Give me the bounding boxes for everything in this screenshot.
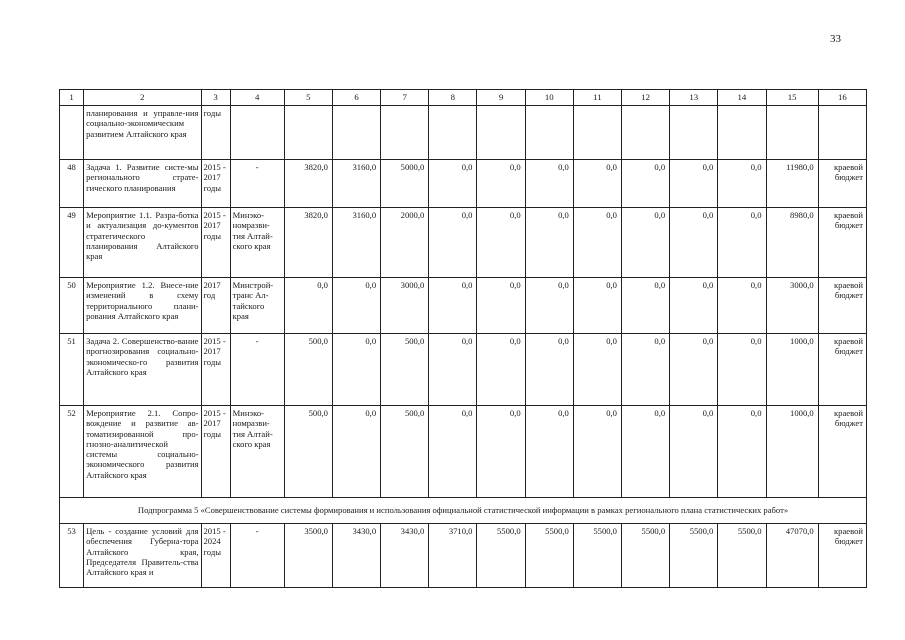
column-number-header: 13 — [670, 90, 718, 106]
value-cell: 500,0 — [284, 406, 332, 498]
value-cell: 0,0 — [670, 334, 718, 406]
value-cell: 500,0 — [284, 334, 332, 406]
total-cell: 47070,0 — [766, 524, 818, 588]
value-cell: 0,0 — [621, 208, 669, 278]
value-cell — [477, 106, 525, 160]
period-cell: 2017 год — [201, 278, 230, 334]
column-number-header: 9 — [477, 90, 525, 106]
value-cell: 0,0 — [573, 160, 621, 208]
funding-source-cell: краевой бюджет — [818, 406, 866, 498]
value-cell: 3430,0 — [381, 524, 429, 588]
value-cell — [525, 106, 573, 160]
value-cell — [381, 106, 429, 160]
value-cell: 0,0 — [284, 278, 332, 334]
period-cell: 2015 - 2017 годы — [201, 208, 230, 278]
value-cell: 0,0 — [477, 278, 525, 334]
total-cell: 1000,0 — [766, 334, 818, 406]
value-cell: 0,0 — [477, 334, 525, 406]
value-cell: 3500,0 — [284, 524, 332, 588]
column-number-header: 14 — [718, 90, 766, 106]
period-cell: годы — [201, 106, 230, 160]
column-number-header: 10 — [525, 90, 573, 106]
value-cell: 0,0 — [573, 334, 621, 406]
value-cell: 0,0 — [332, 406, 380, 498]
row-number-cell: 48 — [60, 160, 84, 208]
value-cell: 5500,0 — [718, 524, 766, 588]
value-cell: 0,0 — [525, 406, 573, 498]
total-cell: 3000,0 — [766, 278, 818, 334]
value-cell: 3710,0 — [429, 524, 477, 588]
value-cell: 0,0 — [477, 160, 525, 208]
period-cell: 2015 - 2017 годы — [201, 160, 230, 208]
executor-cell — [230, 106, 284, 160]
row-number-cell: 49 — [60, 208, 84, 278]
column-number-header: 7 — [381, 90, 429, 106]
table-row — [60, 278, 867, 334]
funding-source-cell — [818, 106, 866, 160]
value-cell: 0,0 — [718, 334, 766, 406]
row-number-cell — [60, 106, 84, 160]
value-cell: 0,0 — [670, 278, 718, 334]
funding-source-cell: краевой бюджет — [818, 278, 866, 334]
value-cell — [718, 106, 766, 160]
value-cell: 0,0 — [718, 160, 766, 208]
value-cell: 500,0 — [381, 334, 429, 406]
row-number-cell: 53 — [60, 524, 84, 588]
value-cell: 0,0 — [525, 334, 573, 406]
activity-name-cell: Задача 2. Совершенство-вание прогнозирования социально-экономическо-го развития Алтайского края — [84, 334, 201, 406]
value-cell — [332, 106, 380, 160]
column-number-header: 5 — [284, 90, 332, 106]
column-number-header: 1 — [60, 90, 84, 106]
period-cell: 2015 - 2017 годы — [201, 334, 230, 406]
column-number-header: 3 — [201, 90, 230, 106]
value-cell: 0,0 — [670, 406, 718, 498]
total-cell: 11980,0 — [766, 160, 818, 208]
row-number-cell: 50 — [60, 278, 84, 334]
value-cell: 2000,0 — [381, 208, 429, 278]
value-cell: 3820,0 — [284, 160, 332, 208]
value-cell: 0,0 — [621, 334, 669, 406]
subprogram-row — [60, 498, 867, 524]
total-cell — [766, 106, 818, 160]
column-number-header-row — [60, 90, 867, 106]
value-cell — [284, 106, 332, 160]
value-cell: 0,0 — [670, 160, 718, 208]
total-cell: 8980,0 — [766, 208, 818, 278]
subprogram-title: Подпрограмма 5 «Совершенствование системы формирования и использования официальной статистической информации в рамках регионального плана статистических работ» — [60, 498, 867, 524]
value-cell: 0,0 — [429, 160, 477, 208]
value-cell: 0,0 — [429, 278, 477, 334]
value-cell: 5500,0 — [670, 524, 718, 588]
activity-name-cell: Цель - создание условий для обеспечения Губерна-тора Алтайского края, Председателя Правитель-ства Алтайского края и — [84, 524, 201, 588]
activity-name-cell: Мероприятие 1.2. Внесе-ние изменений в схему территориального плани-рования Алтайского края — [84, 278, 201, 334]
executor-cell: - — [230, 160, 284, 208]
value-cell: 0,0 — [429, 208, 477, 278]
table-body — [60, 90, 867, 588]
period-cell: 2015 - 2017 годы — [201, 406, 230, 498]
value-cell: 500,0 — [381, 406, 429, 498]
value-cell: 0,0 — [525, 208, 573, 278]
executor-cell: - — [230, 524, 284, 588]
value-cell — [670, 106, 718, 160]
column-number-header: 15 — [766, 90, 818, 106]
value-cell: 0,0 — [621, 406, 669, 498]
activity-name-cell: Мероприятие 1.1. Разра-ботка и актуализация до-кументов стратегического планирования Алтайского края — [84, 208, 201, 278]
executor-cell: - — [230, 334, 284, 406]
funding-source-cell: краевой бюджет — [818, 208, 866, 278]
column-number-header: 11 — [573, 90, 621, 106]
value-cell: 3820,0 — [284, 208, 332, 278]
value-cell: 0,0 — [573, 406, 621, 498]
column-number-header: 12 — [621, 90, 669, 106]
value-cell: 0,0 — [332, 278, 380, 334]
value-cell: 0,0 — [429, 334, 477, 406]
value-cell: 0,0 — [621, 160, 669, 208]
row-number-cell: 51 — [60, 334, 84, 406]
funding-source-cell: краевой бюджет — [818, 334, 866, 406]
value-cell: 0,0 — [573, 278, 621, 334]
value-cell: 0,0 — [477, 208, 525, 278]
activity-name-cell: Задача 1. Развитие систе-мы регионального страте-гического планирования — [84, 160, 201, 208]
row-number-cell: 52 — [60, 406, 84, 498]
page-number: 33 — [830, 33, 841, 45]
value-cell: 0,0 — [477, 406, 525, 498]
value-cell — [429, 106, 477, 160]
column-number-header: 16 — [818, 90, 866, 106]
value-cell — [573, 106, 621, 160]
activity-name-cell: Мероприятие 2.1. Сопро-вождение и развитие ав-томатизированной про-гнозно-аналитической системы социально-экономического развития Алтайского края — [84, 406, 201, 498]
table-row — [60, 208, 867, 278]
executor-cell: Минэко-номразви-тия Алтай-ского края — [230, 406, 284, 498]
column-number-header: 2 — [84, 90, 201, 106]
value-cell: 5500,0 — [573, 524, 621, 588]
continuation-row — [60, 106, 867, 160]
column-number-header: 8 — [429, 90, 477, 106]
value-cell: 0,0 — [525, 278, 573, 334]
value-cell: 5500,0 — [525, 524, 573, 588]
program-table — [59, 89, 867, 588]
funding-source-cell: краевой бюджет — [818, 160, 866, 208]
value-cell: 0,0 — [573, 208, 621, 278]
value-cell: 0,0 — [718, 278, 766, 334]
executor-cell: Минстрой-транс Ал-тайского края — [230, 278, 284, 334]
executor-cell: Минэко-номразви-тия Алтай-ского края — [230, 208, 284, 278]
total-cell: 1000,0 — [766, 406, 818, 498]
value-cell — [621, 106, 669, 160]
funding-source-cell: краевой бюджет — [818, 524, 866, 588]
column-number-header: 4 — [230, 90, 284, 106]
value-cell: 3160,0 — [332, 160, 380, 208]
value-cell: 0,0 — [332, 334, 380, 406]
value-cell: 0,0 — [429, 406, 477, 498]
table-row — [60, 334, 867, 406]
activity-name-cell: планирования и управле-ния социально-экономическим развитием Алтайского края — [84, 106, 201, 160]
value-cell: 3160,0 — [332, 208, 380, 278]
value-cell: 0,0 — [718, 208, 766, 278]
value-cell: 3430,0 — [332, 524, 380, 588]
value-cell: 5500,0 — [621, 524, 669, 588]
table-row — [60, 406, 867, 498]
column-number-header: 6 — [332, 90, 380, 106]
value-cell: 0,0 — [670, 208, 718, 278]
table-row — [60, 160, 867, 208]
value-cell: 5500,0 — [477, 524, 525, 588]
table-row — [60, 524, 867, 588]
value-cell: 5000,0 — [381, 160, 429, 208]
value-cell: 0,0 — [525, 160, 573, 208]
value-cell: 3000,0 — [381, 278, 429, 334]
value-cell: 0,0 — [718, 406, 766, 498]
value-cell: 0,0 — [621, 278, 669, 334]
period-cell: 2015 - 2024 годы — [201, 524, 230, 588]
